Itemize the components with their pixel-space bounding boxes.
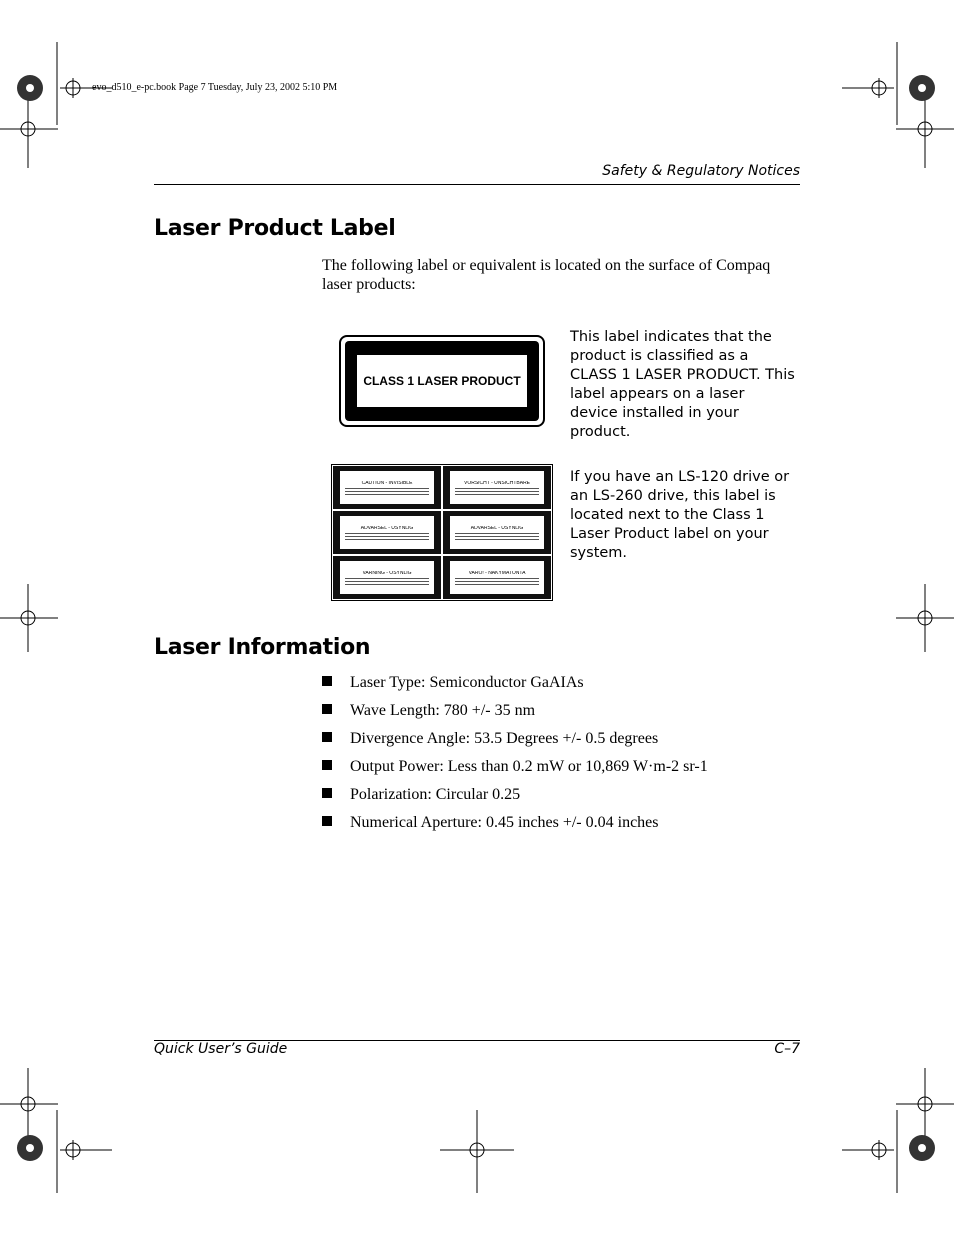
warning-label [443,556,551,599]
square-bullet-icon [322,732,332,742]
warning-label-title: VARNING - OSYNLIG [362,570,412,576]
intro-paragraph: The following label or equivalent is located on the surface of Compaq laser products: [322,257,771,293]
list-item-text: Polarization: Circular 0.25 [350,786,521,803]
running-head: Safety & Regulatory Notices [602,163,800,179]
square-bullet-icon [322,816,332,826]
section-title-laser-product-label: Laser Product Label [154,216,396,241]
class1-label-description: This label indicates that the product is classified as a CLASS 1 LASER PRODUCT. This label appears on a laser device installed in your product. [570,329,795,440]
list-item [322,758,708,786]
footer-guide-title: Quick User’s Guide [154,1041,288,1057]
warning-label-title: ADVARSEL - USYNLIG [470,525,524,531]
list-item [322,730,708,758]
list-item-text: Wave Length: 780 +/- 35 nm [350,702,536,719]
list-item [322,814,708,842]
print-slug: evo_d510_e-pc.book Page 7 Tuesday, July 23, 2002 5:10 PM [92,82,338,93]
header-rule [154,184,800,185]
warning-label [443,511,551,554]
class1-label-text: CLASS 1 LASER PRODUCT [357,355,527,407]
list-item-text: Laser Type: Semiconductor GaAIAs [350,674,584,691]
list-item [322,786,708,814]
warning-label [333,511,441,554]
square-bullet-icon [322,788,332,798]
warning-label [333,466,441,509]
list-item [322,674,708,702]
list-item [322,702,708,730]
section-title-laser-information: Laser Information [154,635,371,660]
warning-label-title: VORSICHT - UNSICHTBARE [463,480,531,486]
list-item-text: Divergence Angle: 53.5 Degrees +/- 0.5 degrees [350,730,659,747]
warning-label-title: VARO! - NAKYMATONTA [468,570,526,576]
square-bullet-icon [322,704,332,714]
class1-laser-label [339,335,545,427]
laser-warning-labels [331,464,553,601]
list-item-text: Output Power: Less than 0.2 mW or 10,869 W·m-2 sr-1 [350,758,708,775]
square-bullet-icon [322,760,332,770]
warning-label-description: If you have an LS-120 drive or an LS-260 drive, this label is located next to the Class 1 Laser Product label on your system. [570,469,790,561]
page-number: C–7 [774,1041,800,1057]
warning-label [333,556,441,599]
laser-info-list [322,674,708,842]
warning-label-title: CAUTION - INVISIBLE [361,480,413,486]
square-bullet-icon [322,676,332,686]
warning-label-title: ADVARSEL - USYNLIG [360,525,414,531]
warning-label [443,466,551,509]
list-item-text: Numerical Aperture: 0.45 inches +/- 0.04 inches [350,814,659,831]
